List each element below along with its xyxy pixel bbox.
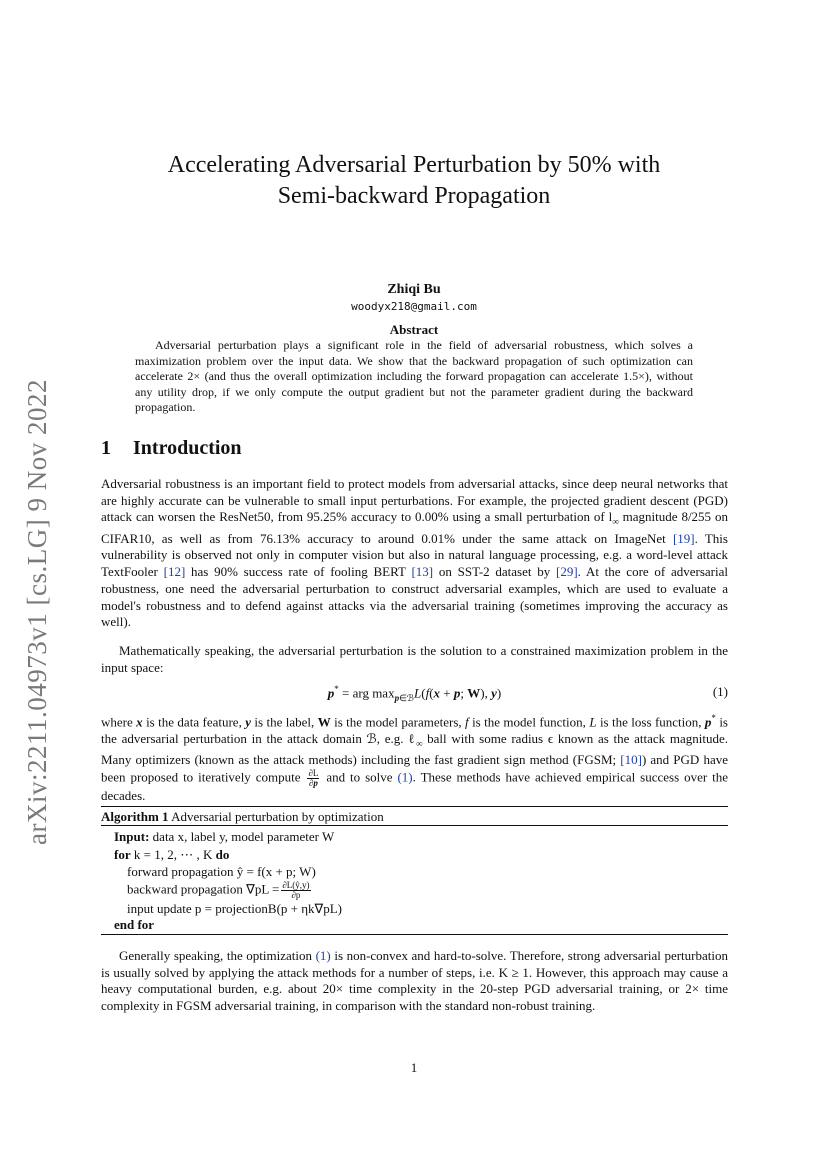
title-line-1: Accelerating Adversarial Perturbation by 50% with bbox=[167, 152, 661, 178]
citation-29[interactable]: [29] bbox=[555, 564, 578, 580]
abstract-body: Adversarial perturbation plays a significant role in the field of adversarial robustness, which solves a maximization problem over the input data. We show that the backward propagation of such optimization can accelerate 2× (and thus the overall optimization including the forward propagation can accelerate 1.5×), without any utility drop, if we only compute the output gradient but not the parameter gradient during the backward propagation. bbox=[135, 338, 693, 414]
algorithm-caption: Algorithm 1 Adversarial perturbation by optimization bbox=[101, 809, 384, 824]
algorithm-backward-line: backward propagation ∇pL = $\frac{\partial L(ŷ,y)}{\partial p}$ bbox=[127, 880, 310, 900]
citation-10[interactable]: [10] bbox=[620, 752, 642, 768]
section-number: 1 bbox=[101, 437, 111, 459]
arxiv-identifier: arXiv:2211.04973v1 [cs.LG] 9 Nov 2022 bbox=[22, 379, 52, 845]
algorithm-1 bbox=[101, 806, 728, 932]
intro-paragraph-4: Generally speaking, the optimization (1) is non-convex and hard-to-solve. Therefore, strong adversarial perturbation is usually solved by applying the attack methods for a number of steps, i.e. K ≥ 1. However, this approach may cause a heavy computational burden, e.g. about 20× time complexity in the 20-step PGD adversarial training, or 2× time complexity in FGSM adversarial training, in comparison with the standard non-robust training. bbox=[101, 948, 728, 1014]
section-title: Introduction bbox=[133, 437, 242, 459]
abstract-heading: Abstract bbox=[389, 322, 439, 337]
title-line-2: Semi-backward Propagation bbox=[277, 183, 551, 209]
algorithm-end-line: end for bbox=[114, 917, 155, 932]
citation-12[interactable]: [12] bbox=[163, 564, 186, 580]
author-name: Zhiqi Bu bbox=[387, 282, 441, 297]
equation-ref-1b[interactable]: (1) bbox=[315, 948, 331, 963]
algorithm-bottom-rule bbox=[101, 934, 728, 935]
equation-1-body: p* = arg $\max_{p\in ℬ}L(f(x + p$; W), y) bbox=[327, 684, 502, 703]
paper-title bbox=[100, 150, 728, 212]
algorithm-forward-line: forward propagation ŷ = f(x + p; W) bbox=[127, 864, 316, 879]
equation-ref-1[interactable]: (1) bbox=[397, 769, 413, 785]
section-heading bbox=[101, 437, 242, 460]
equation-1-number: (1) bbox=[712, 684, 728, 699]
algorithm-for-line: for k = 1, 2, ⋯ , K do bbox=[114, 847, 230, 862]
equation-1 bbox=[101, 684, 728, 702]
algorithm-input-line: Input: data x, label y, model parameter W bbox=[114, 829, 335, 844]
gradient-fraction: $\frac{\partial L}{\partial p}$ bbox=[308, 768, 319, 789]
intro-paragraph-3: where x is the data feature, y is the label, W is the model parameters, f is the model function, L is the loss function, p* is the adversarial perturbation in the attack domain ℬ, e.g. ℓ$_\infty$ ball with some radius ϵ known as the attack magnitude. Many optimizers (known as the attack methods) including the fast gradient sign method (FGSM; [10]) and PGD have been proposed to iteratively compute $\frac{\partial L}{\partial p}$ and to solve (1). These methods have achieved empirical success over the decades. bbox=[101, 713, 728, 804]
citation-13[interactable]: [13] bbox=[411, 564, 434, 580]
algorithm-top-rule bbox=[101, 806, 728, 807]
page-number: 1 bbox=[410, 1060, 418, 1075]
intro-paragraph-1: Adversarial robustness is an important field to protect models from adversarial attacks, since deep neural networks that are highly accurate can be vulnerable to small input perturbations. For example, the projected gradient descent (PGD) attack can worsen the ResNet50, from 95.25% accuracy to 0.00% using a small perturbation of $l_\infty$ magnitude 8/255 on CIFAR10, as well as from 76.13% accuracy to around 0.01% under the same attack on ImageNet [19]. This vulnerability is observed not only in computer vision but also in natural language processing, e.g. a word-level attack TextFooler [12] has 90% success rate of fooling BERT [13] on SST-2 dataset by [29]. At the core of adversarial robustness, one need the adversarial perturbation to construct adversarial examples, which are used to evaluate a model's robustness and to defend against attacks via the adversarial training (sometimes improving the accuracy as well). bbox=[101, 476, 729, 630]
algorithm-mid-rule bbox=[101, 825, 728, 826]
citation-19[interactable]: [19] bbox=[672, 530, 695, 546]
intro-paragraph-2: Mathematically speaking, the adversarial perturbation is the solution to a constrained maximization problem in the input space: bbox=[101, 643, 728, 675]
author-email[interactable]: woodyx218@gmail.com bbox=[351, 300, 477, 313]
algorithm-update-line: input update p = projectionB(p + ηk∇pL) bbox=[127, 901, 343, 916]
